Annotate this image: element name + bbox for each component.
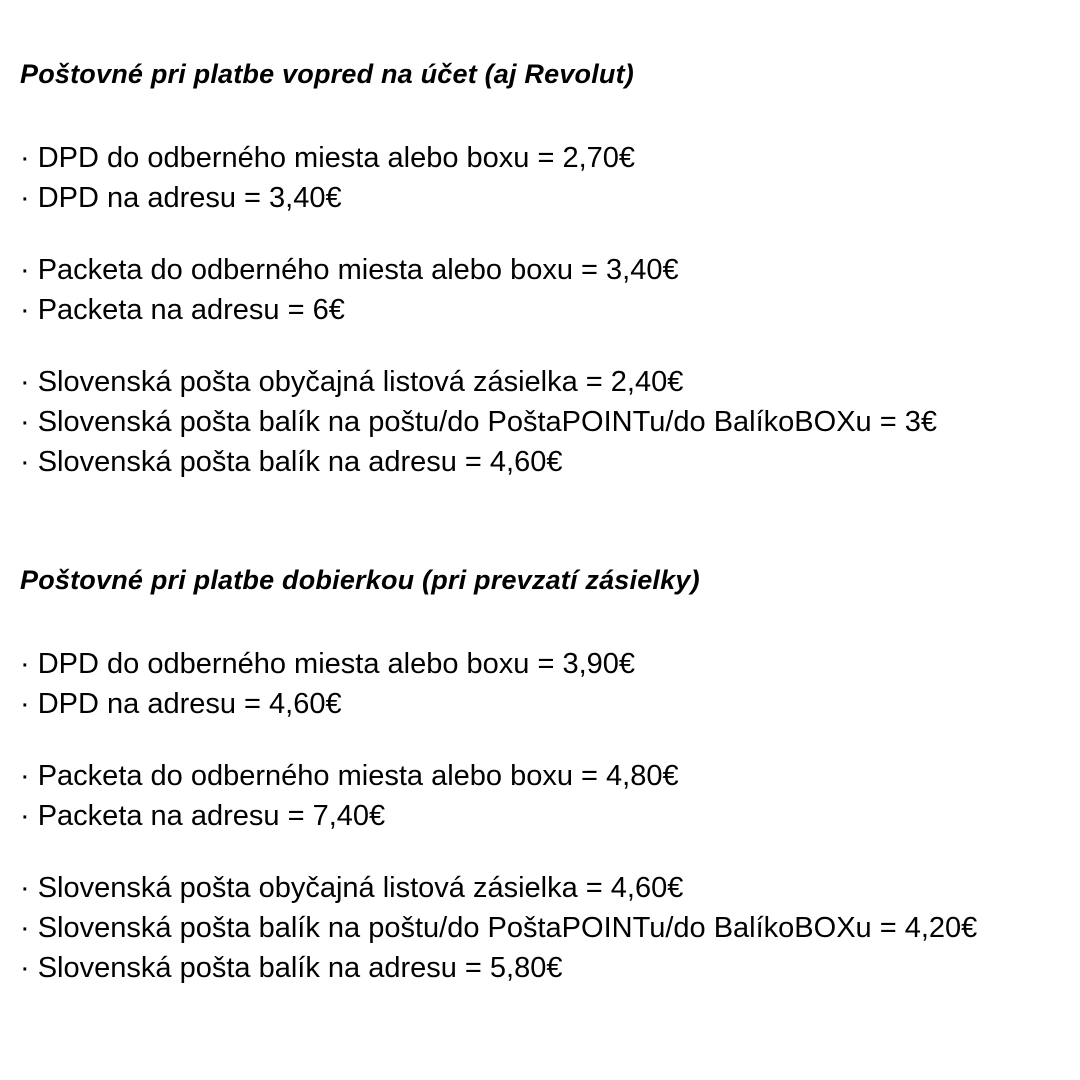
- cod-posta-group: [20, 868, 1062, 988]
- price-line-packeta-pickup: · Packeta do odberného miesta alebo boxu = 4,80€: [20, 760, 679, 792]
- prepayment-packeta-group: [20, 250, 1062, 330]
- price-line-posta-parcel-pickup: · Slovenská pošta balík na poštu/do PoštaPOINTu/do BalíkoBOXu = 4,20€: [20, 912, 978, 944]
- price-line-packeta-address: · Packeta na adresu = 7,40€: [20, 800, 386, 832]
- price-line-posta-letter: · Slovenská pošta obyčajná listová zásielka = 2,40€: [20, 366, 684, 398]
- cod-heading: Poštovné pri platbe dobierkou (pri prevzatí zásielky): [20, 565, 700, 595]
- prepayment-heading: Poštovné pri platbe vopred na účet (aj Revolut): [20, 59, 634, 89]
- section-prepayment: [20, 52, 1062, 482]
- prepayment-dpd-group: [20, 138, 1062, 218]
- price-line-posta-parcel-address: · Slovenská pošta balík na adresu = 5,80€: [20, 952, 563, 984]
- price-line-dpd-address: · DPD na adresu = 4,60€: [20, 688, 342, 720]
- price-line-dpd-address: · DPD na adresu = 3,40€: [20, 182, 342, 214]
- cod-packeta-group: [20, 756, 1062, 836]
- section-cod: [20, 558, 1062, 988]
- price-line-packeta-address: · Packeta na adresu = 6€: [20, 294, 345, 326]
- price-line-dpd-pickup: · DPD do odberného miesta alebo boxu = 2,70€: [20, 142, 636, 174]
- price-line-posta-letter: · Slovenská pošta obyčajná listová zásielka = 4,60€: [20, 872, 684, 904]
- price-line-posta-parcel-address: · Slovenská pošta balík na adresu = 4,60€: [20, 446, 563, 478]
- prepayment-posta-group: [20, 362, 1062, 482]
- cod-dpd-group: [20, 644, 1062, 724]
- price-line-dpd-pickup: · DPD do odberného miesta alebo boxu = 3,90€: [20, 648, 636, 680]
- price-line-packeta-pickup: · Packeta do odberného miesta alebo boxu = 3,40€: [20, 254, 679, 286]
- price-line-posta-parcel-pickup: · Slovenská pošta balík na poštu/do PoštaPOINTu/do BalíkoBOXu = 3€: [20, 406, 937, 438]
